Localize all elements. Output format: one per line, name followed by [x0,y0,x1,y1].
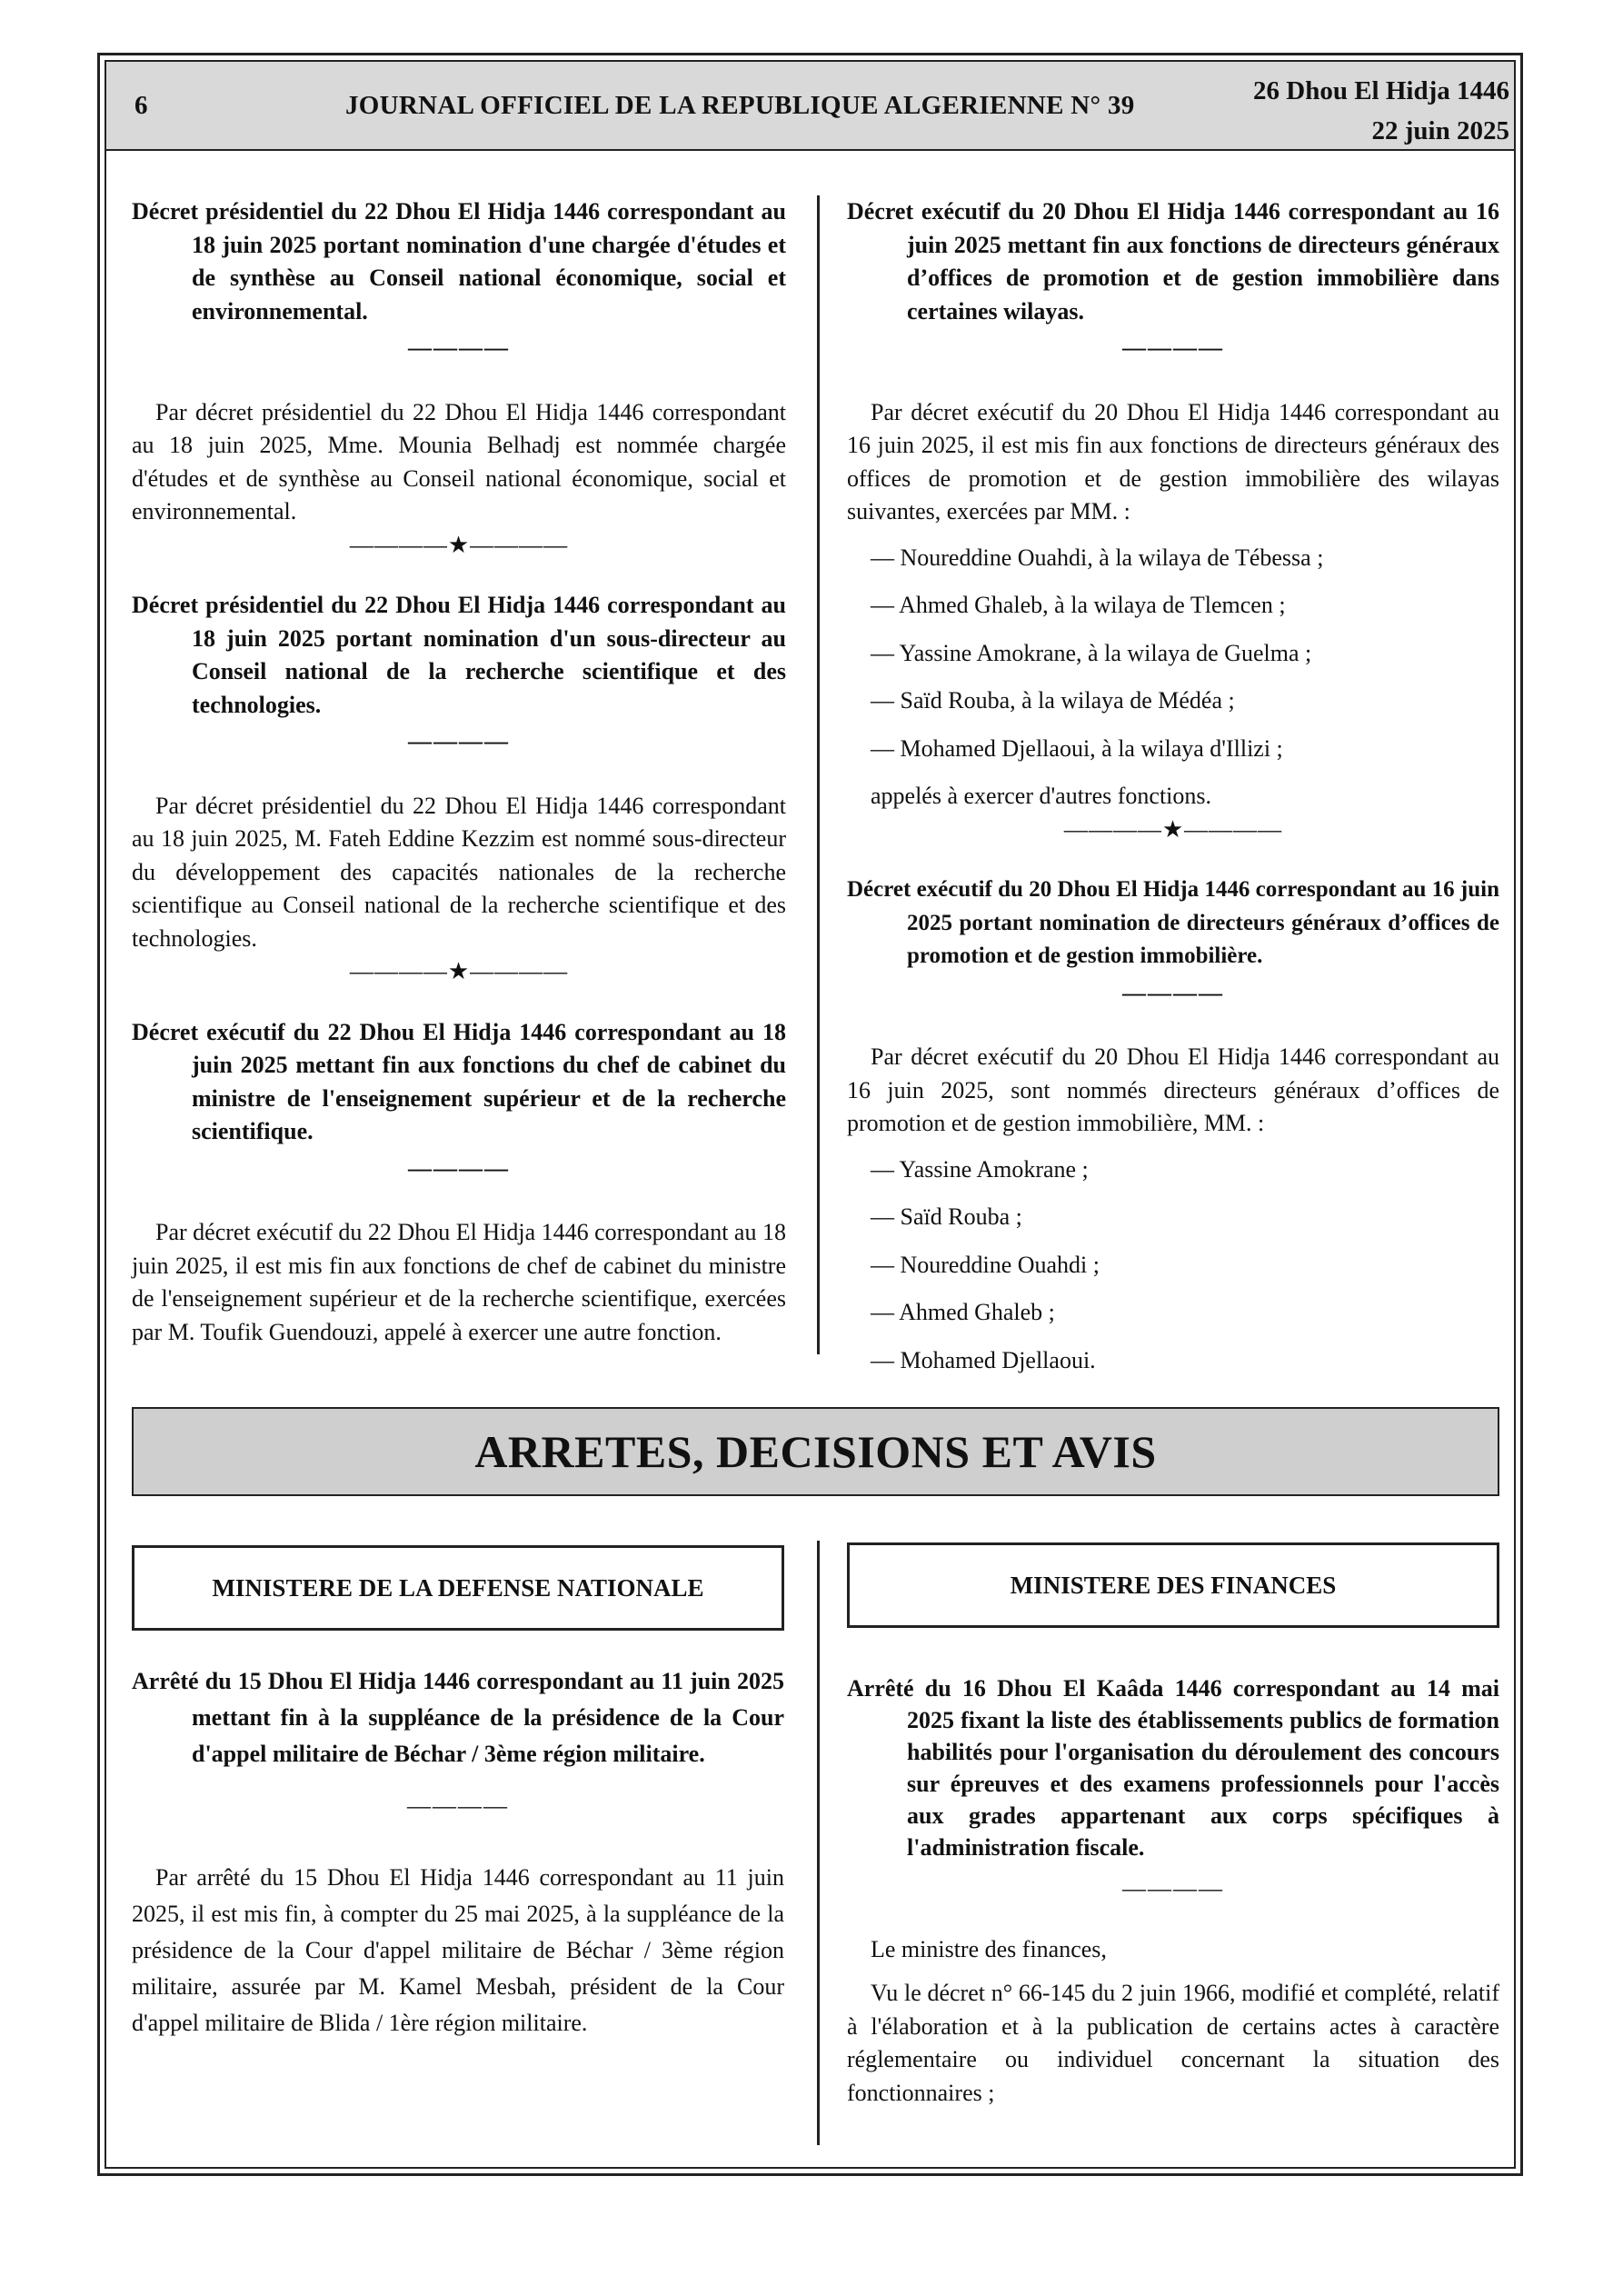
arrete-title: Arrêté du 15 Dhou El Hidja 1446 correspondant au 11 juin 2025 mettant fin à la suppléance de la présidence de la Cour d'appel militaire de Béchar / 3ème région militaire. [132,1668,784,1767]
separator: ———— [408,1154,510,1182]
ministry-box-finances: MINISTERE DES FINANCES [847,1542,1499,1628]
decree-title: Décret exécutif du 20 Dhou El Hidja 1446 correspondant au 16 juin 2025 mettant fin aux fonctions de directeurs généraux d’offices de promotion et de gestion immobilière dans certaines wilayas. [847,198,1499,324]
star-separator: ————★———— [349,531,569,558]
decree-body: Par décret exécutif du 20 Dhou El Hidja 1446 correspondant au 16 juin 2025, il est mis fin aux fonctions de directeurs généraux des offices de promotion et de gestion immobilière des wilayas suivantes, exercées par MM. : [847,398,1499,524]
vu-paragraph: Vu le décret n° 66-145 du 2 juin 1966, modifié et complété, relatif à l'élaboration et à la publication de certains actes à caractère réglementaire ou individuel concernant la situation des fonctionnaires ; [847,1980,1499,2106]
separator: ———— [408,334,510,361]
journal-title: JOURNAL OFFICIEL DE LA REPUBLIQUE ALGERIENNE N° 39 [345,91,1135,120]
decree-title: Décret exécutif du 22 Dhou El Hidja 1446 correspondant au 18 juin 2025 mettant fin aux fonctions du chef de cabinet du ministre de l'enseignement supérieur et de la recherche scientifique. [132,1018,786,1144]
page-number: 6 [134,91,148,120]
separator: ———— [1122,979,1224,1006]
list-item: — Saïd Rouba ; [871,1203,1022,1230]
ministry-box-defense: MINISTERE DE LA DEFENSE NATIONALE [132,1545,784,1631]
list-item: — Yassine Amokrane ; [871,1155,1089,1183]
list-item: — Saïd Rouba, à la wilaya de Médéa ; [871,687,1235,714]
date-gregorian: 22 juin 2025 [1371,116,1509,145]
header-date [1253,71,1509,151]
decree-body: Par décret présidentiel du 22 Dhou El Hidja 1446 correspondant au 18 juin 2025, M. Fateh Eddine Kezzim est nommé sous-directeur du développement des capacités nationales de la recherche scientifique au Conseil national de la recherche scientifique et des technologies. [132,792,786,952]
list-item: — Ahmed Ghaleb, à la wilaya de Tlemcen ; [871,592,1286,618]
decree-chef-cabinet [132,1016,786,1350]
decree-nomination-opgi [847,873,1499,1377]
separator: ———— [1122,334,1224,361]
date-hijri: 26 Dhou El Hidja 1446 [1253,76,1509,105]
decree-body: Par décret présidentiel du 22 Dhou El Hidja 1446 correspondant au 18 juin 2025, Mme. Mounia Belhadj est nommée chargée d'études et de synthèse au Conseil national économique, social et environnemental. [132,398,786,524]
section-banner: ARRETES, DECISIONS ET AVIS [132,1407,1499,1496]
decree-body: Par décret exécutif du 22 Dhou El Hidja 1446 correspondant au 18 juin 2025, il est mis fin aux fonctions de chef de cabinet du ministre de l'enseignement supérieur et de la recherche scientifique, exercées par M. Toufik Guendouzi, appelé à exercer une autre fonction. [132,1219,786,1345]
decree-body: Par décret exécutif du 20 Dhou El Hidja 1446 correspondant au 16 juin 2025, sont nommés directeurs généraux d’offices de promotion et de gestion immobilière, MM. : [847,1043,1499,1136]
decree-title: Décret exécutif du 20 Dhou El Hidja 1446 correspondant au 16 juin 2025 portant nomination de directeurs généraux d’offices de promotion et de gestion immobilière. [847,877,1499,968]
list-item: — Noureddine Ouahdi, à la wilaya de Tébessa ; [871,544,1324,571]
column-divider-bottom [817,1541,820,2145]
separator: ———— [407,1792,509,1819]
decree-fin-fonctions-opgi [847,195,1499,846]
right-column [847,195,1499,1392]
star-separator: ————★———— [349,958,569,984]
decree-title: Décret présidentiel du 22 Dhou El Hidja 1446 correspondant au 18 juin 2025 portant nomination d'un sous-directeur au Conseil national de la recherche scientifique et des technologies. [132,592,786,718]
list-item: — Mohamed Djellaoui. [871,1346,1096,1373]
star-separator: ————★———— [1063,815,1283,843]
defense-arrete [132,1663,784,2041]
decree-chargee-etudes [132,195,786,562]
separator: ———— [1122,1875,1224,1902]
column-divider-top [817,195,820,1354]
arrete-body: Par arrêté du 15 Dhou El Hidja 1446 correspondant au 11 juin 2025, il est mis fin, à compter du 25 mai 2025, à la suppléance de la présidence de la Cour d'appel militaire de Béchar / 3ème région militaire, assurée par M. Kamel Mesbah, président de la Cour d'appel militaire de Blida / 1ère région militaire. [132,1864,784,2036]
arrete-title: Arrêté du 16 Dhou El Kaâda 1446 correspondant au 14 mai 2025 fixant la liste des établissements publics de formation habilités pour l'organisation du déroulement des concours sur épreuves et des examens professionnels pour l'accès aux grades appartenant aux corps spécifiques à l'administration fiscale. [847,1675,1499,1861]
decree-title: Décret présidentiel du 22 Dhou El Hidja 1446 correspondant au 18 juin 2025 portant nomination d'une chargée d'études et de synthèse au Conseil national économique, social et environnemental. [132,198,786,324]
list-item: — Ahmed Ghaleb ; [871,1299,1055,1325]
finances-arrete [847,1672,1499,2110]
left-column [132,195,786,1349]
minister-line: Le ministre des finances, [871,1935,1107,1962]
list-item: — Mohamed Djellaoui, à la wilaya d'Illizi ; [871,734,1283,762]
list-item: — Yassine Amokrane, à la wilaya de Guelma ; [871,639,1312,666]
decree-sous-directeur [132,589,786,989]
separator: ———— [408,728,510,754]
decree-closing: appelés à exercer d'autres fonctions. [871,783,1212,809]
list-item: — Noureddine Ouahdi ; [871,1251,1100,1278]
